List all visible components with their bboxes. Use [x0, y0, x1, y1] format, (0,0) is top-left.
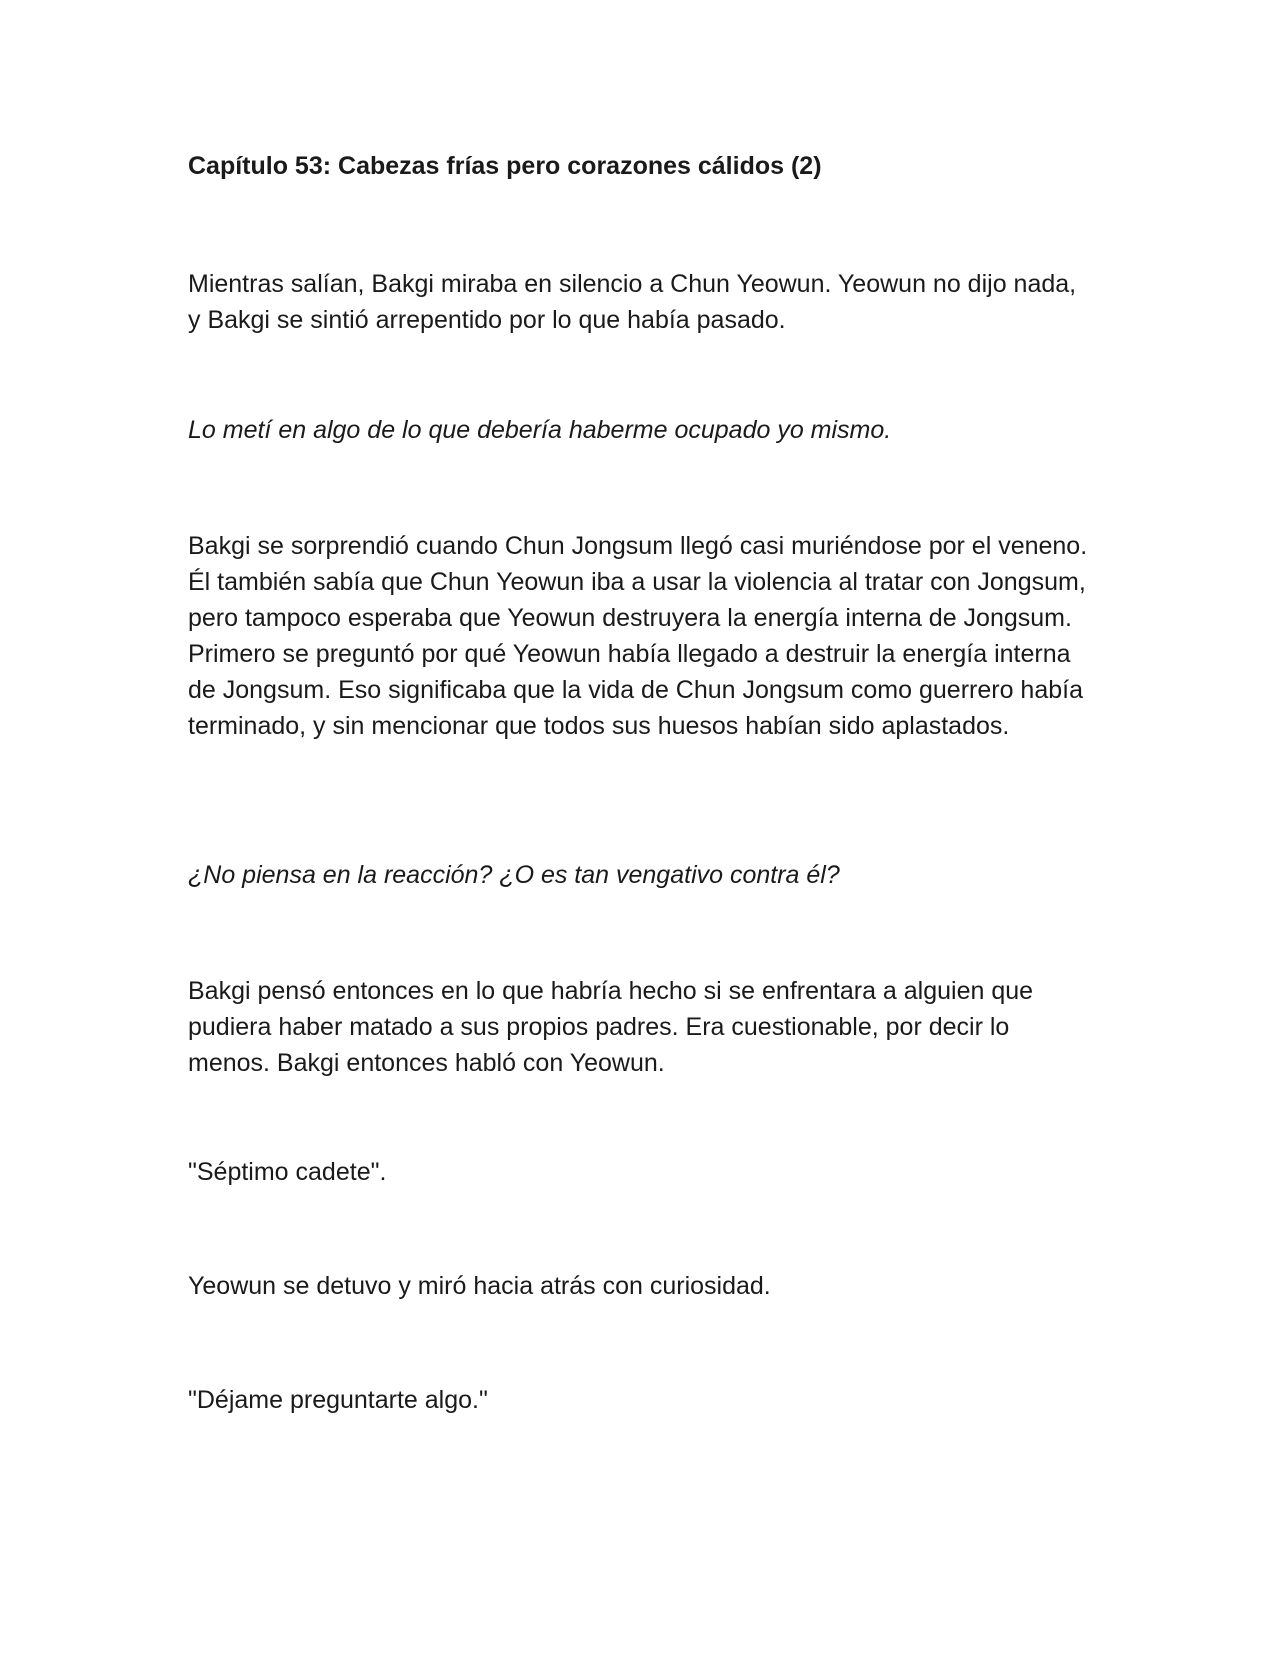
document-page [188, 0, 1088, 1656]
paragraph-2: Bakgi se sorprendió cuando Chun Jongsum llegó casi muriéndose por el veneno. Él también sabía que Chun Yeowun iba a usar la violencia al tratar con Jongsum, pero tampoco esperaba que Yeowun destruyera la energía interna de Jongsum. Primero se preguntó por qué Yeowun había llegado a destruir la energía interna de Jongsum. Eso significaba que la vida de Chun Jongsum como guerrero había terminado, y sin mencionar que todos sus huesos habían sido aplastados. [188, 532, 1088, 740]
paragraph-3: Bakgi pensó entonces en lo que habría hecho si se enfrentara a alguien que pudiera haber matado a sus propios padres. Era cuestionable, por decir lo menos. Bakgi entonces habló con Yeowun. [188, 977, 1034, 1077]
paragraph-4: Yeowun se detuvo y miró hacia atrás con curiosidad. [188, 1272, 771, 1300]
dialogue-2: "Déjame preguntarte algo." [188, 1386, 488, 1414]
chapter-title: Capítulo 53: Cabezas frías pero corazones cálidos (2) [188, 152, 822, 180]
paragraph-thought-2: ¿No piensa en la reacción? ¿O es tan vengativo contra él? [188, 861, 840, 889]
paragraph-1: Mientras salían, Bakgi miraba en silencio a Chun Yeowun. Yeowun no dijo nada, y Bakgi se sintió arrepentido por lo que había pasado. [188, 270, 1077, 334]
paragraph-thought-1: Lo metí en algo de lo que debería haberme ocupado yo mismo. [188, 416, 892, 444]
dialogue-1: "Séptimo cadete". [188, 1158, 387, 1186]
